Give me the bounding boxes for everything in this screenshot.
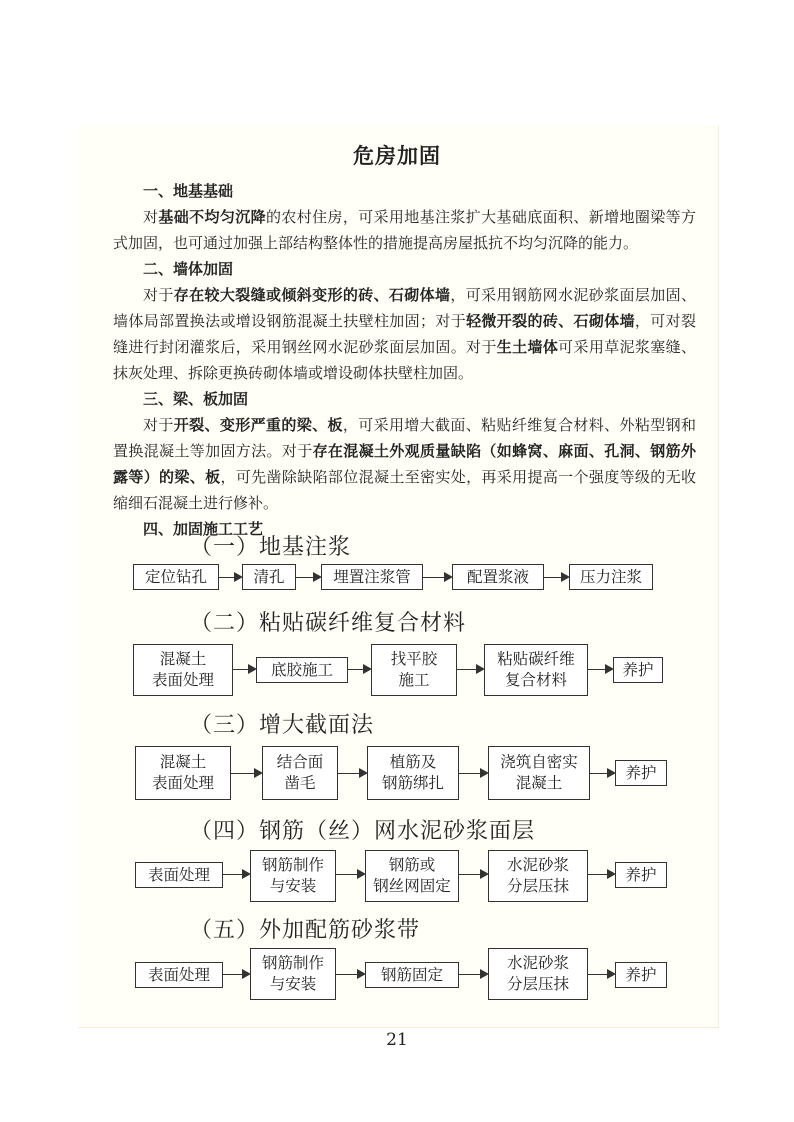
page-number: 21: [386, 1030, 408, 1050]
flow4-arrow-2: [336, 874, 364, 875]
emphasis-text: 存在较大裂缝或倾斜变形的砖、石砌体墙: [173, 286, 451, 304]
flow-title-3: （三）增大截面法: [190, 713, 375, 738]
flow4-step-2: 钢筋制作 与安装: [250, 850, 336, 902]
flow5-arrow-4: [588, 974, 614, 975]
flow3-arrow-3: [459, 773, 487, 774]
flow4-arrow-3: [459, 874, 487, 875]
flow-title-1: （一）地基注浆: [190, 535, 352, 560]
flow3-step-2: 结合面 凿毛: [262, 746, 338, 800]
para-beam-slab: 对于开裂、变形严重的梁、板，可采用增大截面、粘贴纤维复合材料、外粘型钢和置换混凝土等加固方法。对于存在混凝土外观质量缺陷（如蜂窝、麻面、孔洞、钢筋外露等）的梁、板，可先凿除缺陷部位混凝土至密实处，再采用提高一个强度等级的无收缩细石混凝土进行修补。: [113, 416, 696, 512]
flow1-step-5: 压力注浆: [569, 564, 653, 590]
para-foundation: 对基础不均匀沉降的农村住房，可采用地基注浆扩大基础底面积、新增地圈梁等方式加固，也可通过加强上部结构整体性的措施提高房屋抵抗不均匀沉降的能力。: [113, 208, 696, 252]
flow5-step-3: 钢筋固定: [365, 962, 459, 988]
flow4-arrow-4: [588, 874, 614, 875]
flow5-arrow-2: [336, 974, 364, 975]
flow3-arrow-1: [231, 773, 261, 774]
flow1-step-4: 配置浆液: [452, 564, 544, 590]
emphasis-text: 基础不均匀沉降: [158, 208, 266, 226]
flow3-step-3: 植筋及 钢筋绑扎: [367, 746, 459, 800]
flow4-step-5: 养护: [615, 862, 667, 888]
flow4-step-3: 钢筋或 钢丝网固定: [365, 850, 459, 902]
flow2-arrow-3: [457, 669, 483, 670]
flow5-step-4: 水泥砂浆 分层压抹: [488, 948, 588, 1000]
emphasis-text: 轻微开裂的砖、石砌体墙: [466, 312, 635, 330]
flow-title-2: （二）粘贴碳纤维复合材料: [190, 611, 467, 636]
flow2-step-4: 粘贴碳纤维 复合材料: [484, 644, 588, 696]
para-wall: 对于存在较大裂缝或倾斜变形的砖、石砌体墙，可采用钢筋网水泥砂浆面层加固、墙体局部置换法或增设钢筋混凝土扶壁柱加固；对于轻微开裂的砖、石砌体墙，可对裂缝进行封闭灌浆后，采用钢丝网水泥砂浆面层加固。对于生土墙体可采用草泥浆塞缝、抹灰处理、拆除更换砖砌体墙或增设砌体扶壁柱加固。: [113, 286, 696, 382]
flow3-step-5: 养护: [615, 760, 667, 786]
flow5-step-2: 钢筋制作 与安装: [250, 948, 336, 1000]
flow4-step-1: 表面处理: [135, 862, 223, 888]
flow1-step-3: 埋置注浆管: [321, 564, 423, 590]
flow1-arrow-2: [296, 577, 320, 578]
flow5-arrow-3: [459, 974, 487, 975]
flow1-arrow-4: [544, 577, 568, 578]
flow1-step-1: 定位钻孔: [133, 564, 219, 590]
emphasis-text: 开裂、变形严重的梁、板: [173, 416, 343, 434]
heading-wall: 二、墙体加固: [143, 260, 234, 278]
flow-title-5: （五）外加配筋砂浆带: [190, 918, 421, 943]
flow1-arrow-1: [219, 577, 241, 578]
body-text: [113, 178, 696, 542]
flow3-arrow-4: [590, 773, 614, 774]
flow3-step-1: 混凝土 表面处理: [135, 746, 231, 800]
flow1-step-2: 清孔: [242, 564, 296, 590]
flow2-arrow-2: [348, 669, 370, 670]
flow3-arrow-2: [338, 773, 366, 774]
flow2-step-2: 底胶施工: [256, 657, 348, 683]
flow4-arrow-1: [223, 874, 249, 875]
emphasis-text: 存在混凝土外观质量缺陷（如蜂窝、麻面、孔洞、钢筋外露等）的梁、板: [113, 442, 696, 486]
flow5-step-5: 养护: [615, 962, 667, 988]
flow5-arrow-1: [223, 974, 249, 975]
flow2-step-5: 养护: [613, 657, 663, 683]
flow2-arrow-4: [588, 669, 612, 670]
flow1-arrow-3: [423, 577, 451, 578]
flow2-step-1: 混凝土 表面处理: [133, 644, 233, 696]
emphasis-text: 生土墙体: [496, 338, 559, 356]
flow2-step-3: 找平胶 施工: [371, 644, 457, 696]
flow2-arrow-1: [233, 669, 255, 670]
flow4-step-4: 水泥砂浆 分层压抹: [488, 850, 588, 902]
page-title: 危房加固: [353, 143, 441, 168]
heading-process: 四、加固施工工艺: [143, 520, 264, 538]
flow-title-4: （四）钢筋（丝）网水泥砂浆面层: [190, 819, 536, 844]
flow3-step-4: 浇筑自密实 混凝土: [488, 746, 590, 800]
flow5-step-1: 表面处理: [135, 962, 223, 988]
heading-foundation: 一、地基基础: [143, 182, 234, 200]
heading-beam-slab: 三、梁、板加固: [143, 390, 249, 408]
